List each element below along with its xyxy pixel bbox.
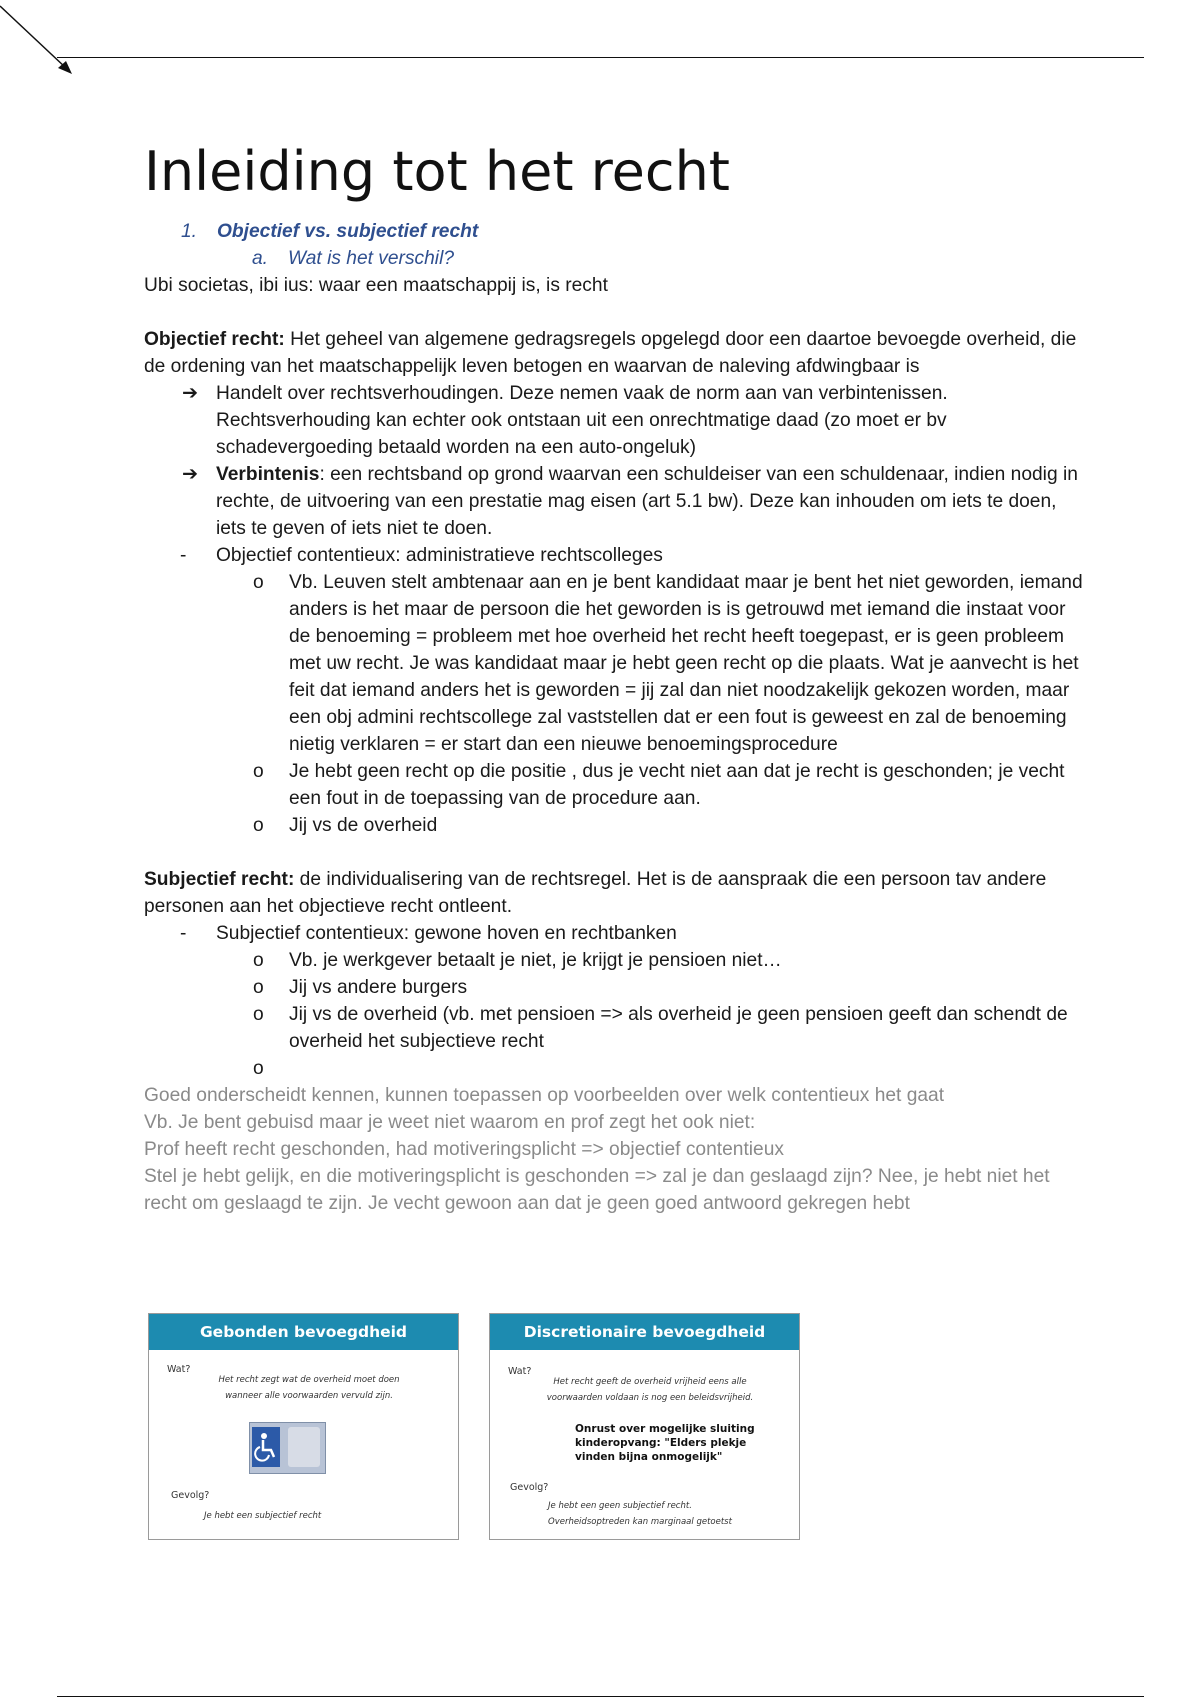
circle-bullet: o (253, 950, 264, 971)
slide-result-label: Gevolg? (171, 1490, 210, 1501)
grey-note: Goed onderscheidt kennen, kunnen toepassen op voorbeelden over welk contentieux het gaat (144, 1085, 945, 1106)
slide-what-text: Het recht geeft de overheid vrijheid eens alle voorwaarden voldaan is nog een beleidsvrijheid. (546, 1377, 754, 1403)
dash-bullet: - (180, 545, 187, 566)
slide-result-text: Je hebt een subjectief recht (204, 1511, 322, 1521)
grey-note: Prof heeft recht geschonden, had motiveringsplicht => objectief contentieux (144, 1139, 784, 1160)
objectief-definition: Objectief recht: Het geheel van algemene gedragsregels opgelegd door een daartoe bevoegde overheid, die de ordening van het maatschappelijk leven betogen en waarvan de naleving afdwingbaar is (144, 329, 1077, 377)
circle-bullet: o (253, 815, 264, 836)
toc-heading-1: 1. Objectief vs. subjectief recht (181, 221, 479, 242)
intro-text: Ubi societas, ibi ius: waar een maatschappij is, is recht (144, 275, 608, 296)
sub-list-item: o Jij vs de overheid (144, 812, 1084, 839)
footer-rule (57, 1696, 1144, 1697)
sub-list-item: o Jij vs andere burgers (144, 974, 1084, 1001)
wheelchair-icon (252, 1427, 280, 1467)
sub-list-item: o Jij vs de overheid (vb. met pensioen => als overheid je geen pensioen geeft dan schendt de overheid het subjectieve recht (144, 1001, 1084, 1055)
arrow-bullet-icon: ➔ (182, 383, 199, 404)
slide-result-text: Je hebt een geen subjectief recht. Overheidsoptreden kan marginaal getoetst (548, 1501, 732, 1527)
slide-title: Discretionaire bevoegdheid (490, 1314, 799, 1352)
subjectief-definition: Subjectief recht: de individualisering van de rechtsregel. Het is de aanspraak die een persoon tav andere personen aan het objectieve recht ontleent. (144, 869, 1047, 917)
dash-list-item: - Subjectief contentieux: gewone hoven en rechtbanken (144, 920, 1084, 947)
sub-list-item (144, 1055, 1084, 1082)
dash-list-item: - Objectief contentieux: administratieve rechtscolleges (144, 542, 1084, 569)
parking-permit-image (249, 1422, 326, 1474)
permit-stamp (288, 1427, 320, 1467)
circle-bullet: o (253, 1058, 264, 1079)
arrow-list-item: ➔ Handelt over rechtsverhoudingen. Deze nemen vaak de norm aan van verbintenissen. Rechtsverhouding kan echter ook ontstaan uit een onrechtmatige daad (zo moet er bv schadevergoeding betaald worden na een auto-ongeluk) (144, 380, 1084, 461)
grey-note: Vb. Je bent gebuisd maar je weet niet waarom en prof zegt het ook niet: (144, 1112, 756, 1133)
slide-what-text: Het recht zegt wat de overheid moet doen wanneer alle voorwaarden vervuld zijn. (218, 1375, 400, 1401)
slide-what-label: Wat? (508, 1366, 532, 1377)
news-headline: Onrust over mogelijke sluiting kinderopvang: "Elders plekje vinden bijna onmogelijk" (575, 1423, 755, 1463)
arrow-bullet-icon: ➔ (182, 464, 199, 485)
toc-heading-2: a. Wat is het verschil? (252, 248, 454, 269)
sub-list-item: o Je hebt geen recht op die positie , dus je vecht niet aan dat je recht is geschonden; je vecht een fout in de toepassing van de procedure aan. (144, 758, 1084, 812)
page-title: Inleiding tot het recht (144, 140, 730, 203)
sub-list-item: o Vb. je werkgever betaalt je niet, je krijgt je pensioen niet… (144, 947, 1084, 974)
slide-result-label: Gevolg? (510, 1482, 549, 1493)
circle-bullet: o (253, 761, 264, 782)
slide-gebonden-bevoegdheid (148, 1313, 459, 1540)
circle-bullet: o (253, 572, 264, 593)
slide-what-label: Wat? (167, 1364, 191, 1375)
header-rule (57, 57, 1144, 58)
circle-bullet: o (253, 977, 264, 998)
arrow-list-item: ➔ Verbintenis: een rechtsband op grond waarvan een schuldeiser van een schuldenaar, indien nodig in rechte, de uitvoering van een prestatie mag eisen (art 5.1 bw). Deze kan inhouden om iets te doen, iets te geven of iets niet te doen. (144, 461, 1084, 542)
circle-bullet: o (253, 1004, 264, 1025)
dash-bullet: - (180, 923, 187, 944)
sub-list-item: o Vb. Leuven stelt ambtenaar aan en je bent kandidaat maar je bent het niet geworden, iemand anders is het maar de persoon die het geworden is is getrouwd met iemand die instaat voor de benoeming = probleem met hoe overheid het recht heeft toegepast, er is geen probleem met uw recht. Je was kandidaat maar je hebt geen recht op die plaats. Wat je aanvecht is het feit dat iemand anders het is geworden = jij zal dan niet noodzakelijk gekozen worden, maar een obj admini rechtscollege zal vaststellen dat er een fout is geweest en zal de benoeming nietig verklaren = er start dan een nieuwe benoemingsprocedure (144, 569, 1084, 758)
slide-title: Gebonden bevoegdheid (149, 1314, 458, 1352)
corner-arrow-icon (0, 0, 80, 80)
document-body (144, 140, 1084, 1217)
grey-note: Stel je hebt gelijk, en die motiveringsplicht is geschonden => zal je dan geslaagd zijn? Nee, je hebt niet het recht om geslaagd te zijn. Je vecht gewoon aan dat je geen goed antwoord gekregen hebt (144, 1166, 1050, 1214)
slide-discretionaire-bevoegdheid (489, 1313, 800, 1540)
